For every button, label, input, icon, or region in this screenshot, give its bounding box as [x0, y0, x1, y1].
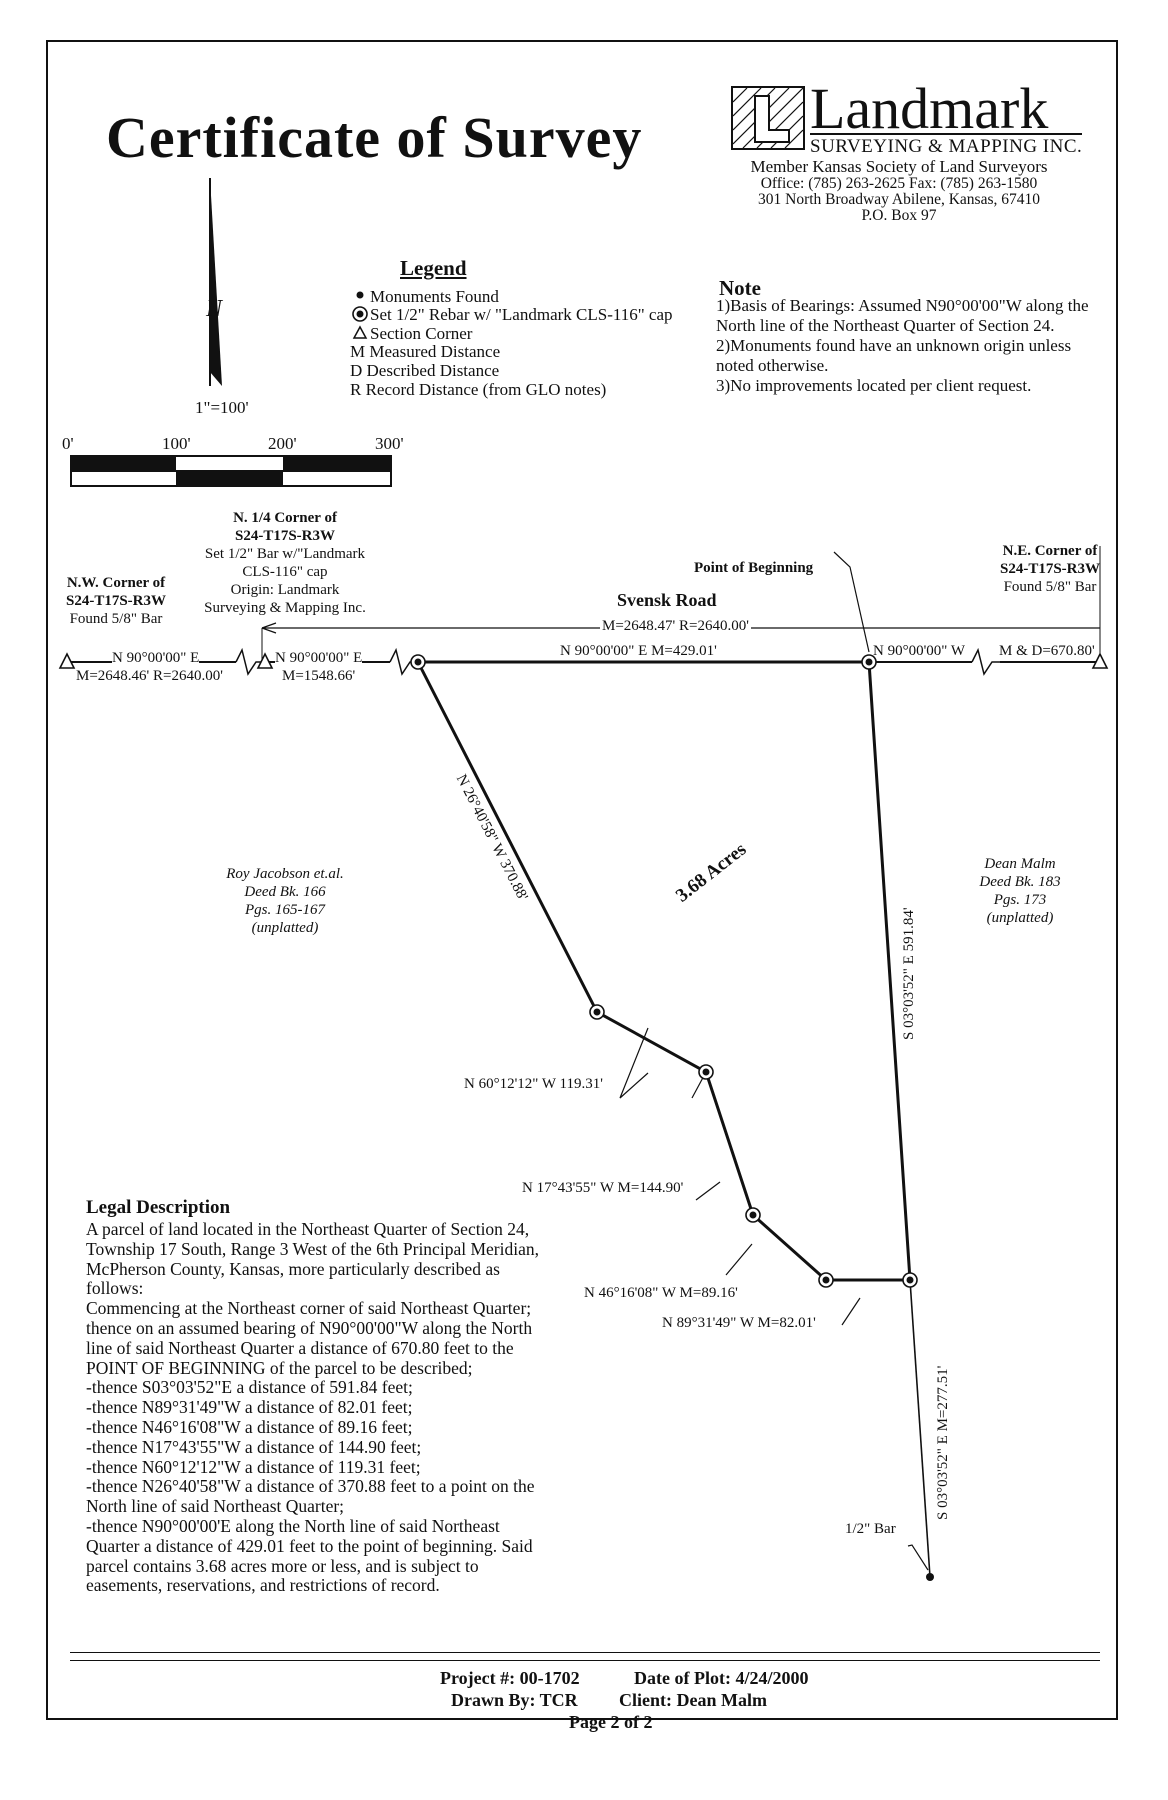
legal-paragraph: -thence N60°12'12"W a distance of 119.31 feet;	[86, 1456, 421, 1477]
diagonal-call: N 26°40'58" W 370.88'	[452, 772, 531, 904]
legend-item-described: D Described Distance	[350, 361, 500, 380]
legend-item-monuments: Monuments Found	[370, 287, 499, 306]
scale-tick-100: 100'	[162, 434, 191, 453]
scale-tick-200: 200'	[268, 434, 297, 453]
legend-title: Legend	[400, 256, 467, 280]
course-call-3: N 46°16'08" W M=89.16'	[584, 1285, 738, 1301]
legend-item-rebar: Set 1/2" Rebar w/ "Landmark CLS-116" cap	[370, 305, 673, 324]
legal-paragraph: A parcel of land located in the Northeast Quarter of Section 24, Township 17 South, Range 3 West of the 6th Principal Meridian, McPherson County, Kansas, more particularly described as follows:	[86, 1219, 539, 1299]
legal-paragraph: -thence N26°40'58"W a distance of 370.88 feet to a point on the North line of said Northeast Quarter;	[86, 1476, 535, 1517]
east-owner-name: Dean Malm	[984, 856, 1056, 872]
legal-description	[86, 1220, 546, 1596]
legal-paragraph: Commencing at the Northeast corner of said Northeast Quarter; thence on an assumed bearing of N90°00'00"W along the North line of said Northeast Quarter a distance of 670.80 feet to the POINT OF BEGINNING of the parcel to be described;	[86, 1298, 533, 1378]
nq-corner-line-5: Origin: Landmark	[230, 582, 340, 598]
note-line-4: noted otherwise.	[716, 356, 829, 375]
mid-distance: M=1548.66'	[282, 668, 356, 684]
legal-paragraph: -thence N89°31'49"W a distance of 82.01 feet;	[86, 1397, 413, 1418]
road-name: Svensk Road	[617, 590, 717, 610]
nw-corner-line-3: Found 5/8" Bar	[69, 611, 163, 627]
course-call-2: N 17°43'55" W M=144.90'	[522, 1180, 684, 1196]
pobox-text: P.O. Box 97	[861, 207, 937, 224]
note-line-5: 3)No improvements located per client request.	[716, 376, 1032, 395]
nw-corner-line-1: N.W. Corner of	[66, 575, 166, 591]
note-title: Note	[719, 276, 761, 300]
course-call-4: N 89°31'49" W M=82.01'	[662, 1315, 816, 1331]
legal-description-title: Legal Description	[86, 1197, 231, 1218]
note-line-2: North line of the Northeast Quarter of Section 24.	[716, 316, 1055, 335]
acreage-label: 3.68 Acres	[672, 838, 751, 907]
note-line-3: 2)Monuments found have an unknown origin unless	[716, 336, 1072, 355]
nq-corner-line-1: N. 1/4 Corner of	[233, 510, 337, 526]
legend-item-measured: M Measured Distance	[350, 342, 501, 361]
footer-rule	[70, 1660, 1100, 1661]
nq-corner-line-4: CLS-116" cap	[242, 564, 328, 580]
note-line-1: 1)Basis of Bearings: Assumed N90°00'00"W along the	[716, 296, 1089, 315]
legend-item-record: R Record Distance (from GLO notes)	[350, 380, 607, 399]
page-number: Page 2 of 2	[569, 1712, 653, 1732]
west-bearing: N 90°00'00" E	[112, 650, 200, 666]
ne-corner-line-1: N.E. Corner of	[1002, 543, 1098, 559]
west-distance: M=2648.46' R=2640.00'	[76, 668, 223, 684]
west-owner-deed: Deed Bk. 166	[244, 884, 326, 900]
phone-text: Office: (785) 263-2625 Fax: (785) 263-1580	[760, 175, 1038, 192]
legal-paragraph: -thence N90°00'00'E along the North line of said Northeast Quarter a distance of 429.01 feet to the point of beginning. Said parcel contains 3.68 acres more or less, and is subject to easements, reservations, and restrictions of record.	[86, 1515, 533, 1596]
point-of-beginning-label: Point of Beginning	[694, 560, 814, 576]
west-owner-name: Roy Jacobson et.al.	[226, 866, 344, 882]
south-extension-call: S 03°03'52" E M=277.51'	[935, 1365, 951, 1520]
member-text: Member Kansas Society of Land Surveyors	[750, 157, 1048, 176]
legal-paragraph: -thence S03°03'52"E a distance of 591.84 feet;	[86, 1377, 413, 1398]
client-name: Client: Dean Malm	[619, 1690, 767, 1710]
east-owner-pages: Pgs. 173	[993, 892, 1047, 908]
company-subtitle: SURVEYING & MAPPING INC.	[810, 133, 1082, 158]
drawn-by: Drawn By: TCR	[451, 1690, 578, 1710]
page-title: Certificate of Survey	[106, 105, 643, 170]
legal-paragraph: -thence N17°43'55"W a distance of 144.90 feet;	[86, 1436, 422, 1457]
west-owner-status: (unplatted)	[251, 920, 319, 936]
scale-ratio: 1"=100'	[195, 398, 249, 417]
nw-corner-line-2: S24-T17S-R3W	[65, 593, 166, 609]
east-owner-deed: Deed Bk. 183	[979, 874, 1061, 890]
mid-bearing: N 90°00'00" E	[275, 650, 363, 666]
company-name: Landmark	[810, 76, 1049, 141]
nq-corner-line-3: Set 1/2" Bar w/"Landmark	[204, 546, 366, 562]
nq-corner-line-6: Surveying & Mapping Inc.	[204, 600, 366, 616]
ne-corner-line-2: S24-T17S-R3W	[999, 561, 1100, 577]
footer-rule	[70, 1652, 1100, 1653]
bar-label: 1/2" Bar	[845, 1521, 896, 1537]
course-call-1: N 60°12'12" W 119.31'	[464, 1076, 603, 1092]
ne-distance: M & D=670.80'	[999, 643, 1095, 659]
ne-corner-line-3: Found 5/8" Bar	[1003, 579, 1097, 595]
legal-paragraph: -thence N46°16'08"W a distance of 89.16 feet;	[86, 1416, 413, 1437]
east-owner-status: (unplatted)	[986, 910, 1054, 926]
legend-item-section-corner: Section Corner	[370, 324, 473, 343]
west-owner-pages: Pgs. 165-167	[245, 902, 325, 918]
east-line-call: S 03°03'52" E 591.84'	[901, 907, 917, 1040]
ne-bearing: N 90°00'00" W	[873, 643, 966, 659]
scale-tick-0: 0'	[62, 434, 74, 453]
road-distance: M=2648.47' R=2640.00'	[602, 618, 749, 634]
nq-corner-line-2: S24-T17S-R3W	[234, 528, 335, 544]
address-text: 301 North Broadway Abilene, Kansas, 67410	[758, 191, 1040, 208]
date-of-plot: Date of Plot: 4/24/2000	[634, 1668, 809, 1688]
north-letter: N	[206, 296, 223, 322]
north-line-call: N 90°00'00" E M=429.01'	[560, 643, 717, 659]
project-number: Project #: 00-1702	[440, 1668, 580, 1688]
scale-tick-300: 300'	[375, 434, 404, 453]
